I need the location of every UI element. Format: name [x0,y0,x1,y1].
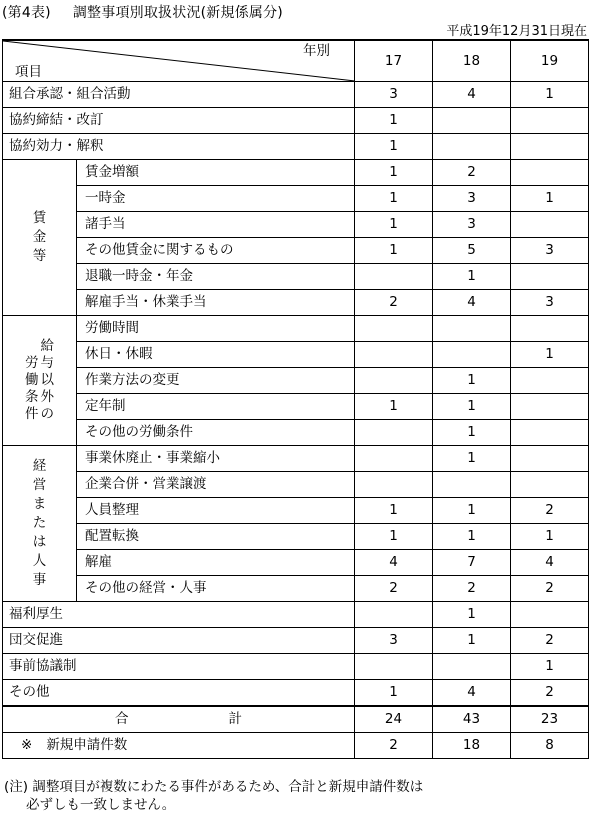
row-label: 組合承認・組合活動 [3,82,355,108]
group-label-text: 経 営 ま た は 人 事 [32,458,47,588]
group-label [3,160,77,316]
item-label: その他賃金に関するもの [77,238,355,264]
table-row [3,134,589,160]
value-cell [511,394,589,420]
value-cell [355,446,433,472]
value-cell: 2 [355,576,433,602]
value-cell: 2 [511,680,589,707]
group-label-right: 給 与 以 外 の [40,338,54,422]
value-cell: 2 [511,498,589,524]
value-cell [511,472,589,498]
row-label: その他 [3,680,355,707]
item-label: 賃金増額 [77,160,355,186]
item-label: 退職一時金・年金 [77,264,355,290]
value-cell: 2 [511,628,589,654]
value-cell [511,212,589,238]
table-row [3,186,589,212]
table-row [3,446,589,472]
table-row [3,342,589,368]
value-cell: 3 [355,82,433,108]
value-cell: 1 [511,654,589,680]
value-cell: 1 [355,680,433,707]
value-cell: 3 [433,186,511,212]
value-cell: 1 [355,212,433,238]
value-cell: 4 [433,290,511,316]
value-cell: 1 [355,498,433,524]
value-cell: 2 [355,733,433,759]
item-label: 一時金 [77,186,355,212]
row-label: 福利厚生 [3,602,355,628]
value-cell: 1 [433,394,511,420]
total-row [3,706,589,733]
item-label: 企業合併・営業譲渡 [77,472,355,498]
value-cell [511,420,589,446]
table-row [3,394,589,420]
table-row [3,368,589,394]
value-cell: 1 [355,160,433,186]
table-title-text: 調整事項別取扱状況(新規係属分) [72,5,283,21]
value-cell: 8 [511,733,589,759]
value-cell [511,602,589,628]
value-cell [433,134,511,160]
table-row [3,238,589,264]
year-header: 18 [433,40,511,82]
value-cell [433,342,511,368]
group-label [3,316,77,446]
year-header: 19 [511,40,589,82]
value-cell: 2 [433,160,511,186]
value-cell: 1 [511,342,589,368]
item-axis-label: 項目 [15,64,42,80]
value-cell: 3 [511,238,589,264]
new-applications-text: 新規申請件数 [46,737,128,753]
value-cell: 1 [355,524,433,550]
item-label: 定年制 [77,394,355,420]
item-label: 休日・休暇 [77,342,355,368]
value-cell [433,316,511,342]
item-label: 事業休廃止・事業縮小 [77,446,355,472]
value-cell: 3 [355,628,433,654]
value-cell: 3 [511,290,589,316]
value-cell [511,108,589,134]
value-cell: 3 [433,212,511,238]
value-cell [355,368,433,394]
value-cell: 4 [511,550,589,576]
item-label: 労働時間 [77,316,355,342]
table-row [3,524,589,550]
value-cell: 1 [433,498,511,524]
value-cell [511,264,589,290]
group-label-text: 賃 金 等 [32,210,47,264]
table-row [3,420,589,446]
value-cell: 5 [433,238,511,264]
value-cell [355,472,433,498]
value-cell [511,134,589,160]
value-cell: 1 [433,446,511,472]
item-label: 諸手当 [77,212,355,238]
value-cell: 7 [433,550,511,576]
table-row [3,576,589,602]
value-cell [355,654,433,680]
value-cell [433,472,511,498]
value-cell: 18 [433,733,511,759]
value-cell: 23 [511,706,589,733]
value-cell [511,368,589,394]
table-row [3,82,589,108]
row-label: 事前協議制 [3,654,355,680]
item-label: その他の経営・人事 [77,576,355,602]
value-cell [355,342,433,368]
year-axis-label: 年別 [303,43,330,59]
value-cell: 1 [355,108,433,134]
row-label: 協約締結・改訂 [3,108,355,134]
total-label-b: 計 [228,711,242,727]
total-label [3,706,355,733]
value-cell: 1 [433,264,511,290]
value-cell: 1 [433,628,511,654]
table-row [3,316,589,342]
value-cell: 1 [433,368,511,394]
value-cell: 1 [511,186,589,212]
new-applications-label [3,733,355,759]
value-cell: 1 [433,420,511,446]
value-cell: 24 [355,706,433,733]
value-cell [511,160,589,186]
value-cell: 4 [433,82,511,108]
total-label-text [115,707,242,732]
table-row [3,550,589,576]
group-label-left: 労 働 条 件 [25,355,39,422]
table-row [3,472,589,498]
value-cell: 1 [511,524,589,550]
value-cell [355,264,433,290]
group-label-text [3,338,76,423]
item-label: 配置転換 [77,524,355,550]
table-number: (第4表) [2,5,51,21]
table-row [3,680,589,707]
header-row [3,40,589,82]
item-label: 人員整理 [77,498,355,524]
value-cell [355,420,433,446]
value-cell: 1 [511,82,589,108]
reference-mark: ※ [21,737,33,753]
table-row [3,108,589,134]
item-label: 解雇手当・休業手当 [77,290,355,316]
table-row [3,290,589,316]
value-cell: 1 [433,602,511,628]
value-cell: 2 [511,576,589,602]
value-cell: 1 [355,394,433,420]
footnote-line: (注) 調整項目が複数にわたる事件があるため、合計と新規申請件数は [4,779,424,795]
value-cell: 2 [433,576,511,602]
group-label [3,446,77,602]
value-cell: 1 [355,238,433,264]
table-row [3,602,589,628]
diagonal-line [3,41,355,81]
item-label: 解雇 [77,550,355,576]
value-cell: 1 [433,524,511,550]
table-row [3,212,589,238]
value-cell: 43 [433,706,511,733]
value-cell: 4 [355,550,433,576]
table-row [3,160,589,186]
table-row [3,654,589,680]
value-cell [355,602,433,628]
table-row [3,628,589,654]
value-cell: 2 [355,290,433,316]
table-title [2,2,283,22]
corner-header [3,40,355,82]
year-header: 17 [355,40,433,82]
adjustment-items-table [2,39,589,759]
item-label: 作業方法の変更 [77,368,355,394]
value-cell [511,446,589,472]
table-row [3,498,589,524]
value-cell: 1 [355,186,433,212]
row-label: 団交促進 [3,628,355,654]
value-cell: 1 [355,134,433,160]
as-of-date: 平成19年12月31日現在 [446,24,587,39]
table-row [3,264,589,290]
item-label: その他の労働条件 [77,420,355,446]
value-cell: 4 [433,680,511,707]
total-label-a: 合 [115,711,129,727]
footnote-line: 必ずしも一致しません。 [26,797,176,813]
value-cell [511,316,589,342]
footnote [4,778,423,814]
new-applications-row [3,733,589,759]
value-cell [355,316,433,342]
row-label: 協約効力・解釈 [3,134,355,160]
value-cell [433,654,511,680]
value-cell [433,108,511,134]
